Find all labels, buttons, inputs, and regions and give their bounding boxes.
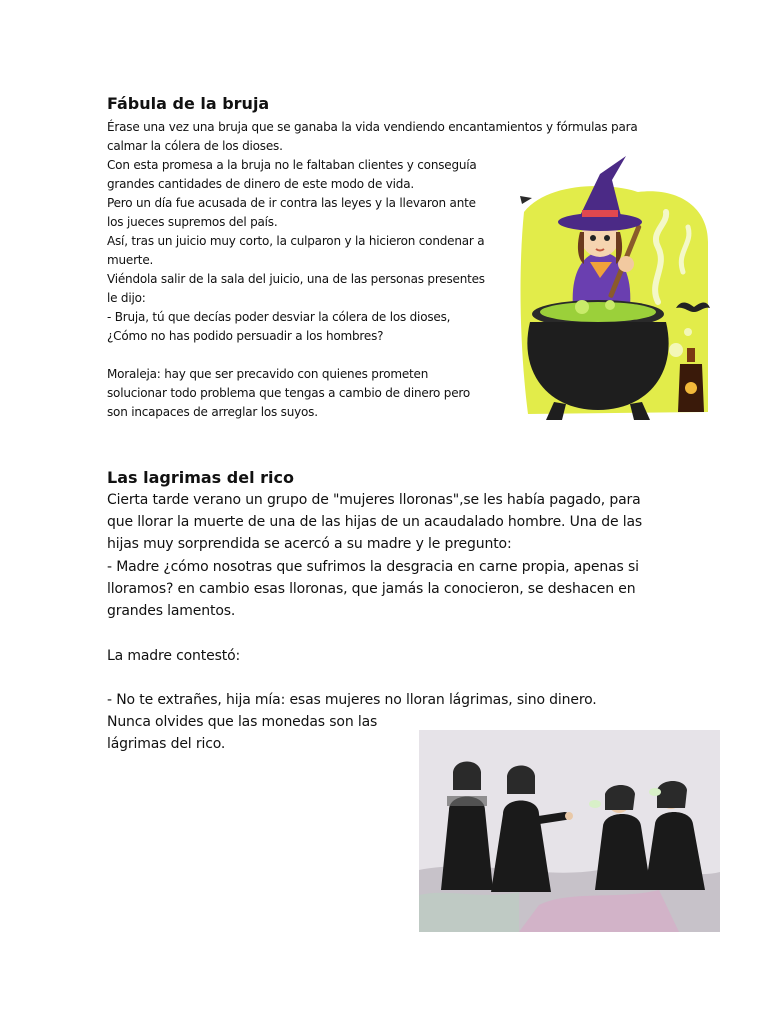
story1-line: los jueces supremos del país. (107, 215, 278, 229)
story2-line: hijas muy sorprendida se acercó a su madre y le pregunto: (107, 536, 512, 552)
story2-line: La madre contestó: (107, 648, 241, 664)
story1-line: le dijo: (107, 291, 146, 305)
story1-line: Así, tras un juicio muy corto, la culparon y la hicieron condenar a (107, 234, 485, 248)
story2-line: grandes lamentos. (107, 603, 236, 619)
story1-moral-line: Moraleja: hay que ser precavido con quienes prometen (107, 367, 429, 381)
story1-line: - Bruja, tú que decías poder desviar la cólera de los dioses, (107, 310, 451, 324)
story1-line: calmar la cólera de los dioses. (107, 139, 283, 153)
story1-line: Pero un día fue acusada de ir contra las leyes y la llevaron ante (107, 196, 476, 210)
story2-line: lágrimas del rico. (107, 736, 226, 752)
story1-moral-line: son incapaces de arreglar los suyos. (107, 405, 318, 419)
mourners-illustration (419, 730, 720, 932)
story1-moral-line: solucionar todo problema que tengas a cambio de dinero pero (107, 386, 471, 400)
story2-line: - Madre ¿cómo nosotras que sufrimos la desgracia en carne propia, apenas si (107, 559, 639, 575)
story1-line: Con esta promesa a la bruja no le faltaban clientes y conseguía (107, 158, 477, 172)
witch-illustration (518, 152, 710, 424)
story1-line: Viéndola salir de la sala del juicio, una de las personas presentes (107, 272, 485, 286)
story1-line: ¿Cómo no has podido persuadir a los hombres? (107, 329, 384, 343)
story1-line: Érase una vez una bruja que se ganaba la vida vendiendo encantamientos y fórmulas para (107, 120, 638, 134)
story2-line: Nunca olvides que las monedas son las (107, 714, 378, 730)
story1-title: Fábula de la bruja (107, 94, 270, 113)
story2-line: - No te extrañes, hija mía: esas mujeres no lloran lágrimas, sino dinero. (107, 692, 597, 708)
story2-line: que llorar la muerte de una de las hijas de un acaudalado hombre. Una de las (107, 514, 643, 530)
story1-line: muerte. (107, 253, 154, 267)
story2-title: Las lagrimas del rico (107, 468, 294, 487)
story2-line: Cierta tarde verano un grupo de "mujeres lloronas",se les había pagado, para (107, 492, 641, 508)
story1-line: grandes cantidades de dinero de este modo de vida. (107, 177, 414, 191)
story2-line: lloramos? en cambio esas lloronas, que jamás la conocieron, se deshacen en (107, 581, 636, 597)
